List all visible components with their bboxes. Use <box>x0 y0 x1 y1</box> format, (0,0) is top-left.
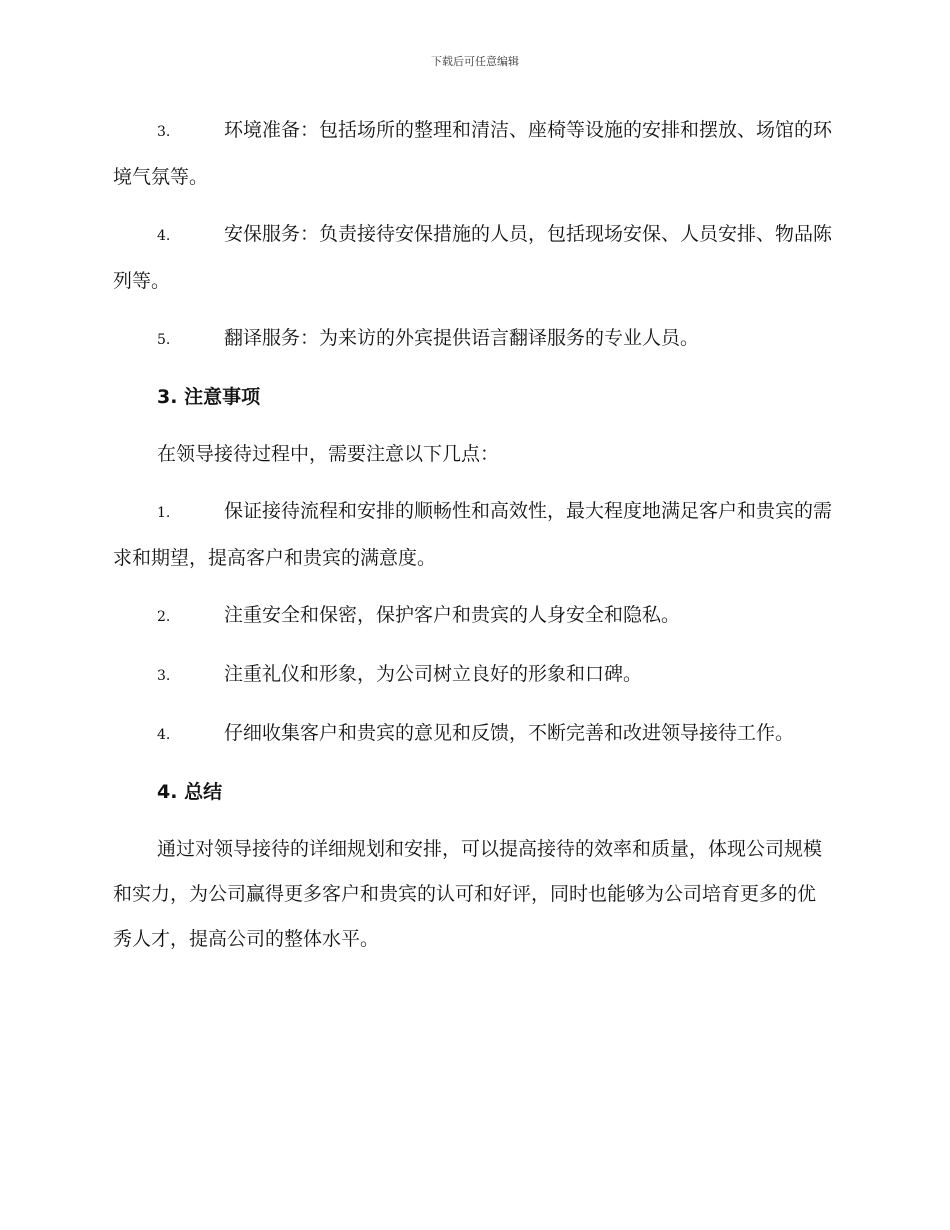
document-body <box>113 108 833 974</box>
list-item-number: 4. <box>157 228 171 244</box>
section-heading-summary <box>113 770 833 815</box>
list-item <box>113 711 833 758</box>
list-item <box>113 652 833 699</box>
section-intro: 在领导接待过程中，需要注意以下几点： <box>157 443 500 465</box>
list-item-text: 仔细收集客户和贵宾的意见和反馈，不断完善和改进领导接待工作。 <box>224 722 795 744</box>
list-item-number: 3. <box>157 668 171 684</box>
list-item <box>113 593 833 640</box>
list-item-number: 1. <box>157 505 171 521</box>
list-item-number: 5. <box>157 332 171 348</box>
list-item <box>113 489 833 581</box>
section-heading-text: 注意事项 <box>184 386 261 408</box>
list-item-text: 注重安全和保密，保护客户和贵宾的人身安全和隐私。 <box>224 604 681 626</box>
list-item-text: 注重礼仪和形象，为公司树立良好的形象和口碑。 <box>224 663 643 685</box>
list-item <box>113 212 833 304</box>
list-item <box>113 108 833 200</box>
page-header-note: 下载后可任意编辑 <box>431 55 519 68</box>
list-item-number: 2. <box>157 609 171 625</box>
list-item-text: 安保服务：负责接待安保措施的人员，包括现场安保、人员安排、物品陈列等。 <box>113 223 833 292</box>
list-item-text: 翻译服务：为来访的外宾提供语言翻译服务的专业人员。 <box>224 327 700 349</box>
list-item-number: 3. <box>157 124 171 140</box>
section-heading-text: 总结 <box>184 781 223 803</box>
list-item-text: 环境准备：包括场所的整理和清洁、座椅等设施的安排和摆放、场馆的环境气氛等。 <box>113 119 833 188</box>
summary-paragraph: 通过对领导接待的详细规划和安排，可以提高接待的效率和质量，体现公司规模和实力，为公司赢得更多客户和贵宾的认可和好评，同时也能够为公司培育更多的优秀人才，提高公司的整体水平。 <box>113 838 823 950</box>
list-item <box>113 316 833 363</box>
list-item-number: 4. <box>157 727 171 743</box>
section-heading-number: 4. <box>157 781 178 803</box>
list-item-text: 保证接待流程和安排的顺畅性和高效性，最大程度地满足客户和贵宾的需求和期望，提高客户和贵宾的满意度。 <box>113 500 833 569</box>
section-heading-number: 3. <box>157 386 178 408</box>
section-heading-notes <box>113 375 833 420</box>
